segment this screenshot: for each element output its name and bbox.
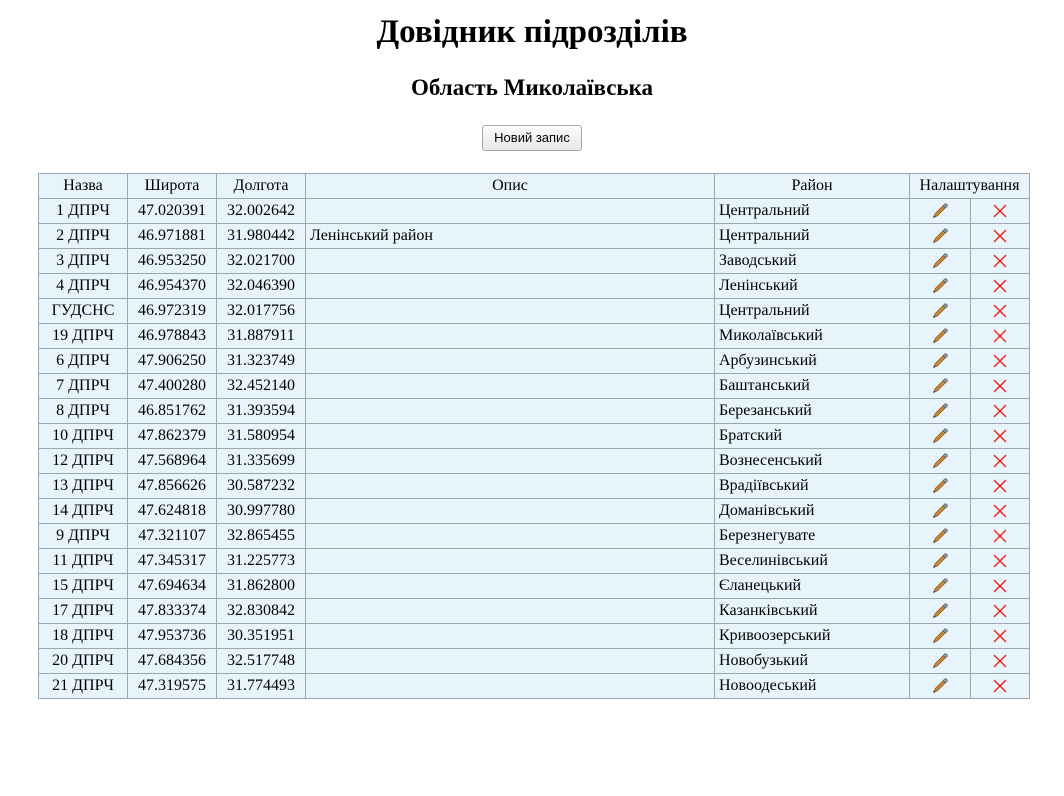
red-cross-icon[interactable] (992, 203, 1008, 219)
cell-description (306, 549, 715, 574)
cell-description (306, 299, 715, 324)
pencil-icon[interactable] (931, 227, 949, 245)
cell-name: 15 ДПРЧ (39, 574, 128, 599)
cell-longitude: 30.587232 (217, 474, 306, 499)
cell-edit-action[interactable] (910, 349, 971, 374)
cell-district: Єланецький (715, 574, 910, 599)
red-cross-icon[interactable] (992, 378, 1008, 394)
cell-longitude: 30.351951 (217, 624, 306, 649)
cell-name: 20 ДПРЧ (39, 649, 128, 674)
cell-district: Братский (715, 424, 910, 449)
pencil-icon[interactable] (931, 677, 949, 695)
cell-district: Новобузький (715, 649, 910, 674)
cell-delete-action[interactable] (971, 449, 1030, 474)
cell-edit-action[interactable] (910, 249, 971, 274)
cell-longitude: 30.997780 (217, 499, 306, 524)
cell-latitude: 47.321107 (128, 524, 217, 549)
cell-district: Новоодеський (715, 674, 910, 699)
cell-delete-action[interactable] (971, 424, 1030, 449)
column-header-longitude: Долгота (217, 174, 306, 199)
cell-longitude: 31.580954 (217, 424, 306, 449)
cell-name: 7 ДПРЧ (39, 374, 128, 399)
red-cross-icon[interactable] (992, 578, 1008, 594)
cell-description (306, 399, 715, 424)
cell-district: Березнегуватe (715, 524, 910, 549)
table-row (39, 224, 1030, 249)
column-header-settings: Налаштування (910, 174, 1030, 199)
cell-delete-action[interactable] (971, 224, 1030, 249)
pencil-icon[interactable] (931, 377, 949, 395)
directory-table (38, 173, 1030, 699)
pencil-icon[interactable] (931, 602, 949, 620)
cell-edit-action[interactable] (910, 674, 971, 699)
red-cross-icon[interactable] (992, 353, 1008, 369)
cell-edit-action[interactable] (910, 474, 971, 499)
table-row (39, 349, 1030, 374)
column-header-district: Район (715, 174, 910, 199)
cell-latitude: 47.400280 (128, 374, 217, 399)
cell-longitude: 31.887911 (217, 324, 306, 349)
cell-delete-action[interactable] (971, 674, 1030, 699)
cell-delete-action[interactable] (971, 624, 1030, 649)
table-row (39, 649, 1030, 674)
cell-name: 4 ДПРЧ (39, 274, 128, 299)
table-row (39, 249, 1030, 274)
cell-latitude: 46.978843 (128, 324, 217, 349)
cell-longitude: 31.393594 (217, 399, 306, 424)
cell-delete-action[interactable] (971, 349, 1030, 374)
cell-longitude: 32.865455 (217, 524, 306, 549)
cell-longitude: 31.335699 (217, 449, 306, 474)
cell-edit-action[interactable] (910, 224, 971, 249)
cell-name: 2 ДПРЧ (39, 224, 128, 249)
pencil-icon[interactable] (931, 277, 949, 295)
cell-description (306, 424, 715, 449)
table-row (39, 274, 1030, 299)
cell-name: 1 ДПРЧ (39, 199, 128, 224)
cell-latitude: 47.833374 (128, 599, 217, 624)
cell-latitude: 46.953250 (128, 249, 217, 274)
cell-district: Центральний (715, 224, 910, 249)
cell-delete-action[interactable] (971, 299, 1030, 324)
table-row (39, 624, 1030, 649)
cell-name: 12 ДПРЧ (39, 449, 128, 474)
cell-edit-action[interactable] (910, 399, 971, 424)
cell-edit-action[interactable] (910, 374, 971, 399)
red-cross-icon[interactable] (992, 303, 1008, 319)
cell-district: Центральний (715, 299, 910, 324)
red-cross-icon[interactable] (992, 628, 1008, 644)
pencil-icon[interactable] (931, 427, 949, 445)
red-cross-icon[interactable] (992, 428, 1008, 444)
cell-description (306, 324, 715, 349)
table-row (39, 474, 1030, 499)
cell-delete-action[interactable] (971, 274, 1030, 299)
cell-district: Кривоозерський (715, 624, 910, 649)
cell-description (306, 499, 715, 524)
red-cross-icon[interactable] (992, 253, 1008, 269)
red-cross-icon[interactable] (992, 503, 1008, 519)
red-cross-icon[interactable] (992, 278, 1008, 294)
cell-district: Казанківський (715, 599, 910, 624)
cell-description: Ленінський район (306, 224, 715, 249)
pencil-icon[interactable] (931, 502, 949, 520)
cell-edit-action[interactable] (910, 424, 971, 449)
cell-latitude: 47.624818 (128, 499, 217, 524)
directory-table-container (38, 173, 1064, 699)
cell-delete-action[interactable] (971, 599, 1030, 624)
cell-latitude: 46.954370 (128, 274, 217, 299)
cell-edit-action[interactable] (910, 624, 971, 649)
cell-delete-action[interactable] (971, 549, 1030, 574)
cell-district: Миколаївський (715, 324, 910, 349)
cell-delete-action[interactable] (971, 199, 1030, 224)
table-body (39, 199, 1030, 699)
red-cross-icon[interactable] (992, 328, 1008, 344)
cell-latitude: 47.862379 (128, 424, 217, 449)
cell-description (306, 449, 715, 474)
table-row (39, 374, 1030, 399)
cell-description (306, 274, 715, 299)
cell-description (306, 199, 715, 224)
cell-name: 11 ДПРЧ (39, 549, 128, 574)
cell-delete-action[interactable] (971, 399, 1030, 424)
pencil-icon[interactable] (931, 477, 949, 495)
pencil-icon[interactable] (931, 627, 949, 645)
cell-district: Арбузинський (715, 349, 910, 374)
cell-latitude: 47.020391 (128, 199, 217, 224)
cell-name: ГУДСНС (39, 299, 128, 324)
page-subtitle: Область Миколаївська (410, 75, 654, 100)
red-cross-icon[interactable] (992, 603, 1008, 619)
cell-longitude: 32.021700 (217, 249, 306, 274)
pencil-icon[interactable] (931, 527, 949, 545)
cell-district: Вознесенський (715, 449, 910, 474)
cell-edit-action[interactable] (910, 599, 971, 624)
cell-name: 13 ДПРЧ (39, 474, 128, 499)
cell-edit-action[interactable] (910, 199, 971, 224)
cell-longitude: 32.046390 (217, 274, 306, 299)
cell-longitude: 31.323749 (217, 349, 306, 374)
table-row (39, 199, 1030, 224)
red-cross-icon[interactable] (992, 403, 1008, 419)
cell-delete-action[interactable] (971, 649, 1030, 674)
cell-latitude: 47.684356 (128, 649, 217, 674)
table-row (39, 424, 1030, 449)
table-row (39, 499, 1030, 524)
table-row (39, 574, 1030, 599)
cell-district: Заводський (715, 249, 910, 274)
red-cross-icon[interactable] (992, 228, 1008, 244)
red-cross-icon[interactable] (992, 453, 1008, 469)
cell-longitude: 31.980442 (217, 224, 306, 249)
cell-longitude: 32.017756 (217, 299, 306, 324)
cell-longitude: 32.002642 (217, 199, 306, 224)
cell-name: 10 ДПРЧ (39, 424, 128, 449)
cell-latitude: 46.851762 (128, 399, 217, 424)
pencil-icon[interactable] (931, 402, 949, 420)
column-header-name: Назва (39, 174, 128, 199)
cell-delete-action[interactable] (971, 249, 1030, 274)
cell-delete-action[interactable] (971, 499, 1030, 524)
new-record-button[interactable]: Новий запис (482, 125, 582, 151)
cell-district: Врадіївський (715, 474, 910, 499)
cell-delete-action[interactable] (971, 524, 1030, 549)
red-cross-icon[interactable] (992, 478, 1008, 494)
red-cross-icon[interactable] (992, 528, 1008, 544)
cell-name: 19 ДПРЧ (39, 324, 128, 349)
cell-description (306, 474, 715, 499)
cell-delete-action[interactable] (971, 374, 1030, 399)
page-title: Довідник підрозділів (376, 14, 688, 50)
cell-name: 6 ДПРЧ (39, 349, 128, 374)
table-row (39, 524, 1030, 549)
cell-description (306, 674, 715, 699)
cell-district: Веселинівський (715, 549, 910, 574)
toolbar (0, 125, 1064, 151)
cell-longitude: 31.774493 (217, 674, 306, 699)
table-row (39, 399, 1030, 424)
cell-latitude: 47.906250 (128, 349, 217, 374)
cell-description (306, 649, 715, 674)
pencil-icon[interactable] (931, 552, 949, 570)
cell-description (306, 374, 715, 399)
pencil-icon[interactable] (931, 302, 949, 320)
pencil-icon[interactable] (931, 577, 949, 595)
cell-delete-action[interactable] (971, 574, 1030, 599)
red-cross-icon[interactable] (992, 678, 1008, 694)
cell-name: 14 ДПРЧ (39, 499, 128, 524)
cell-latitude: 46.971881 (128, 224, 217, 249)
cell-longitude: 32.830842 (217, 599, 306, 624)
column-header-latitude: Широта (128, 174, 217, 199)
cell-description (306, 524, 715, 549)
cell-edit-action[interactable] (910, 324, 971, 349)
red-cross-icon[interactable] (992, 653, 1008, 669)
cell-edit-action[interactable] (910, 299, 971, 324)
cell-edit-action[interactable] (910, 549, 971, 574)
cell-edit-action[interactable] (910, 499, 971, 524)
pencil-icon[interactable] (931, 202, 949, 220)
cell-district: Березанський (715, 399, 910, 424)
cell-district: Доманівський (715, 499, 910, 524)
column-header-description: Опис (306, 174, 715, 199)
table-row (39, 549, 1030, 574)
cell-description (306, 599, 715, 624)
table-row (39, 299, 1030, 324)
pencil-icon[interactable] (931, 327, 949, 345)
cell-district: Баштанський (715, 374, 910, 399)
cell-name: 8 ДПРЧ (39, 399, 128, 424)
table-row (39, 449, 1030, 474)
cell-district: Центральний (715, 199, 910, 224)
cell-edit-action[interactable] (910, 649, 971, 674)
cell-longitude: 32.452140 (217, 374, 306, 399)
cell-edit-action[interactable] (910, 274, 971, 299)
cell-latitude: 47.856626 (128, 474, 217, 499)
cell-description (306, 574, 715, 599)
cell-edit-action[interactable] (910, 574, 971, 599)
cell-delete-action[interactable] (971, 474, 1030, 499)
cell-longitude: 31.862800 (217, 574, 306, 599)
cell-latitude: 47.345317 (128, 549, 217, 574)
cell-delete-action[interactable] (971, 324, 1030, 349)
cell-longitude: 32.517748 (217, 649, 306, 674)
cell-district: Ленінський (715, 274, 910, 299)
cell-name: 18 ДПРЧ (39, 624, 128, 649)
cell-latitude: 47.953736 (128, 624, 217, 649)
cell-description (306, 249, 715, 274)
pencil-icon[interactable] (931, 252, 949, 270)
table-row (39, 599, 1030, 624)
cell-edit-action[interactable] (910, 524, 971, 549)
cell-latitude: 47.319575 (128, 674, 217, 699)
cell-name: 21 ДПРЧ (39, 674, 128, 699)
cell-name: 9 ДПРЧ (39, 524, 128, 549)
cell-longitude: 31.225773 (217, 549, 306, 574)
table-row (39, 674, 1030, 699)
cell-description (306, 624, 715, 649)
pencil-icon[interactable] (931, 652, 949, 670)
table-header-row (39, 174, 1030, 199)
cell-edit-action[interactable] (910, 449, 971, 474)
pencil-icon[interactable] (931, 452, 949, 470)
table-row (39, 324, 1030, 349)
red-cross-icon[interactable] (992, 553, 1008, 569)
cell-description (306, 349, 715, 374)
cell-latitude: 47.568964 (128, 449, 217, 474)
cell-latitude: 46.972319 (128, 299, 217, 324)
pencil-icon[interactable] (931, 352, 949, 370)
cell-name: 3 ДПРЧ (39, 249, 128, 274)
cell-latitude: 47.694634 (128, 574, 217, 599)
cell-name: 17 ДПРЧ (39, 599, 128, 624)
